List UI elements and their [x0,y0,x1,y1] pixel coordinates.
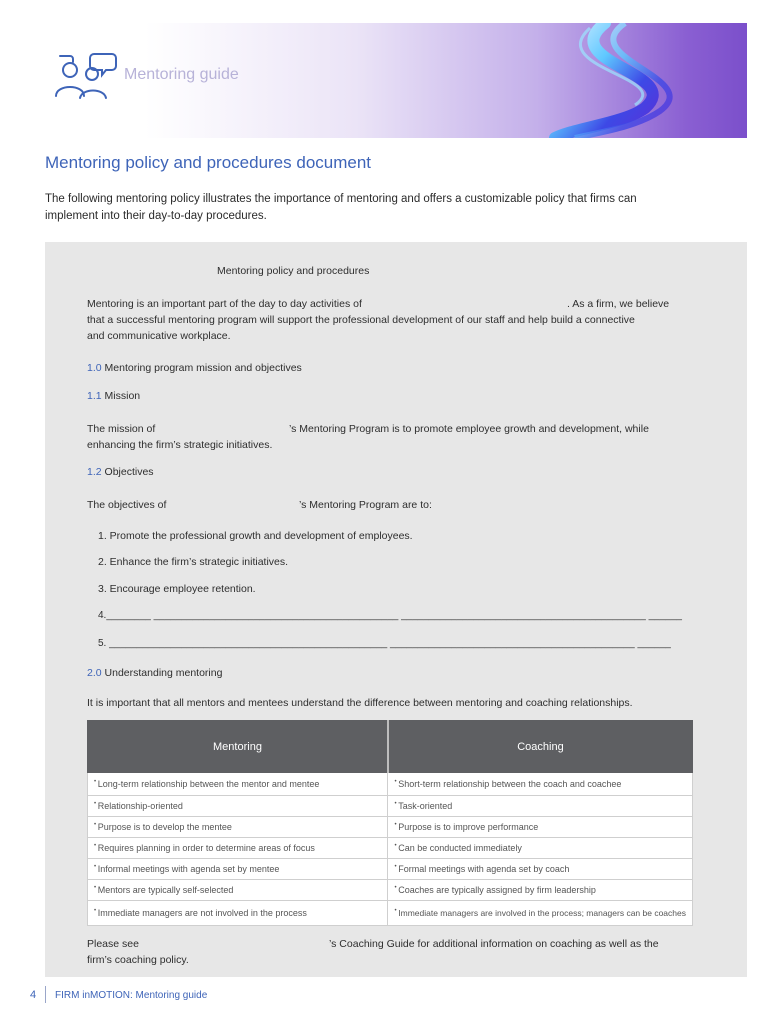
paragraph-text: The mission of [87,423,156,435]
policy-panel [45,242,747,977]
panel-title: Mentoring policy and procedures [217,265,370,277]
comparison-table [87,720,693,926]
paragraph-text: firm’s coaching policy. [87,954,189,966]
mentoring-people-icon [52,52,118,105]
page-number: 4 [30,989,37,1001]
objective-item: 2. Enhance the firm’s strategic initiatives. [98,556,289,568]
paragraph-text: ’s Mentoring Program is to promote employee growth and development, while [289,423,649,435]
paragraph-text: It is important that all mentors and mentees understand the difference between mentoring and coaching relationships. [87,697,633,709]
objective-item: 1. Promote the professional growth and development of employees. [98,530,413,542]
paragraph-text: The objectives of [87,499,167,511]
objective-blank: 5. __________________________________________________ ____________________________________________ ______ [98,638,671,649]
section-heading: 1.1 Mission [87,390,141,402]
table-cell: • Purpose is to improve performance [388,817,693,838]
guide-title: Mentoring guide [124,66,239,83]
table-cell: • Purpose is to develop the mentee [88,817,388,838]
paragraph-text: Mentoring is an important part of the day to day activities of [87,298,362,310]
table-cell: • Coaches are typically assigned by firm leadership [388,880,693,901]
footer-divider [45,986,46,1003]
table-row [88,859,693,880]
table-cell: • Can be conducted immediately [388,838,693,859]
table-cell: • Long-term relationship between the mentor and mentee [88,773,388,796]
paragraph-text: . As a firm, we believe [567,298,670,310]
table-row [88,817,693,838]
paragraph-text: ’s Coaching Guide for additional information on coaching as well as the [329,938,659,950]
objective-item: 3. Encourage employee retention. [98,583,256,595]
table-cell: • Informal meetings with agenda set by mentee [88,859,388,880]
paragraph-text: that a successful mentoring program will support the professional development of our staff and help build a connective [87,314,635,326]
paragraph-text: and communicative workplace. [87,330,231,342]
column-header-mentoring: Mentoring [88,721,388,773]
table-row [88,880,693,901]
table-cell: • Relationship-oriented [88,796,388,817]
table-row [88,773,693,796]
table-row [88,838,693,859]
table-cell: • Formal meetings with agenda set by coach [388,859,693,880]
ribbon-graphic [535,23,747,138]
paragraph-text: enhancing the firm’s strategic initiatives. [87,439,273,451]
section-heading: 1.2 Objectives [87,466,154,478]
intro-paragraph: The following mentoring policy illustrates the importance of mentoring and offers a customizable policy that firms can implement into their day-to-day procedures. [45,193,637,222]
table-row [88,796,693,817]
table-cell: • Short-term relationship between the coach and coachee [388,773,693,796]
column-header-coaching: Coaching [388,721,693,773]
table-cell: • Immediate managers are not involved in the process [88,901,388,926]
paragraph-text: ’s Mentoring Program are to: [299,499,432,511]
table-row [88,901,693,926]
footer-text: FIRM inMOTION: Mentoring guide [55,990,208,1001]
objective-blank: 4.________ ____________________________________________ ____________________________________________ ______ [98,610,682,621]
section-heading: 1.0 Mentoring program mission and objectives [87,362,302,374]
table-cell: • Requires planning in order to determine areas of focus [88,838,388,859]
table-cell: • Mentors are typically self-selected [88,880,388,901]
table-cell: • Immediate managers are involved in the process; managers can be coaches [388,901,693,926]
section-heading: 2.0 Understanding mentoring [87,667,223,679]
document-heading: Mentoring policy and procedures document [45,153,372,172]
table-header-row [88,721,693,773]
paragraph-text: Please see [87,938,139,950]
table-cell: • Task-oriented [388,796,693,817]
